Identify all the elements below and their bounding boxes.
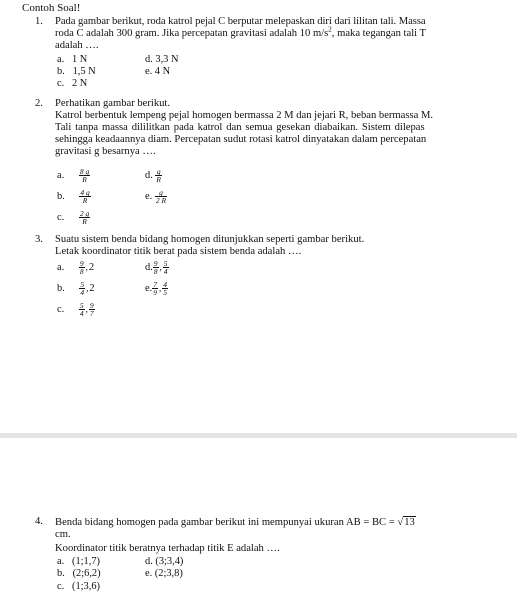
q3-c-num1: 5 [79, 301, 84, 310]
q4-option-d: d. (3;3,4) [145, 556, 184, 567]
q3-option-a-fraction [79, 260, 85, 275]
q2-b-num: 4 g [80, 188, 90, 197]
q3-option-b-letter: b. [57, 282, 65, 294]
page-title: Contoh Soal! [22, 2, 81, 14]
q3-option-a-y: 2 [88, 261, 95, 273]
q2-option-e-fraction [155, 189, 167, 204]
q2-option-d-letter: d. [145, 169, 153, 181]
q4-number: 4. [35, 516, 43, 527]
q3-e-den1: 9 [153, 288, 157, 297]
q3-option-d-letter: d. [145, 261, 153, 273]
q1-option-a: a. 1 N [57, 54, 88, 65]
q4-sqrt-symbol: √ [397, 517, 404, 528]
q4-line-2: cm. [55, 529, 71, 540]
q2-option-c-letter: c. [57, 211, 65, 223]
q3-e-num1: 7 [153, 280, 157, 289]
q4-line-1 [55, 516, 416, 529]
q3-e-num2: 4 [163, 280, 167, 289]
q1-number: 1. [35, 16, 43, 27]
q2-b-den: R [82, 196, 88, 205]
section-divider [0, 433, 517, 438]
q1-line-1: Pada gambar berikut, roda katrol pejal C berputar melepaskan diri dari lilitan tali. Massa [55, 16, 426, 27]
q3-option-c-fraction-2 [89, 302, 95, 317]
q3-option-e: e. $\frac{7}{9}$ , $\frac{4}{5}$ [145, 280, 167, 297]
q3-d-num1: 9 [153, 259, 158, 268]
q3-line-2: Letak koordinator titik berat pada sistem benda adalah …. [55, 246, 302, 257]
q2-e-num: g [155, 189, 167, 197]
q2-line-4: sehingga keadaannya diam. Percepatan sudut rotasi katrol dinyatakan dalam percepatan [55, 134, 427, 145]
q3-b-den: 4 [80, 288, 85, 297]
q1-line-2-b: , maka tegangan tali T [331, 28, 427, 39]
q2-number: 2. [35, 98, 43, 109]
q4-sqrt [397, 516, 415, 529]
q2-line-5: gravitasi g besarnya …. [55, 146, 156, 157]
q3-option-c: c. $\frac{5}{4}$ , $\frac{9}{7}$ [57, 301, 94, 318]
q2-option-b-fraction [79, 189, 90, 204]
q1-option-d: d. 3,3 N [145, 54, 179, 65]
q3-option-c-letter: c. [57, 303, 65, 315]
q2-option-c-fraction [79, 210, 90, 225]
q3-option-d: d. $\frac{9}{8}$ , $\frac{5}{4}$ [145, 259, 168, 276]
q4-sqrt-value: 13 [404, 517, 415, 528]
q3-option-c-fraction-1 [79, 302, 85, 317]
q2-line-1: Perhatikan gambar berikut. [55, 98, 171, 109]
q3-e-den2: 5 [163, 288, 167, 297]
q3-c-den2: 7 [89, 309, 94, 318]
q4-option-a: a. (1;1,7) [57, 556, 100, 567]
q3-option-e-fraction-2 [162, 281, 168, 296]
q3-option-d-fraction-1 [153, 260, 159, 275]
q4-option-c: c. (1;3,6) [57, 581, 100, 592]
q3-line-1: Suatu sistem benda bidang homogen ditunjukkan seperti gambar berikut. [55, 234, 365, 245]
q2-a-num: 8 g [79, 167, 90, 176]
q3-a-den: 8 [79, 267, 84, 276]
q2-d-num: g [156, 167, 161, 176]
q3-option-a-letter: a. [57, 261, 65, 273]
q1-option-e: e. 4 N [145, 66, 171, 77]
q2-option-c [57, 210, 90, 225]
q1-line-2-a: roda C adalah 300 gram. Jika percepatan gravitasi adalah 10 m/s [55, 28, 329, 39]
q3-b-num: 5 [80, 280, 85, 289]
q3-option-b: b. $\frac{5}{4}$ ,2 [57, 280, 95, 297]
q2-line-2: Katrol berbentuk lempeng pejal homogen bermassa 2 M dan jejari R, beban bermassa M. [55, 110, 434, 121]
q4-line-3: Koordinator titik beratnya terhadap titik E adalah …. [55, 543, 280, 554]
q2-option-b [57, 189, 91, 204]
q2-line-3: Tali tanpa massa dililitkan pada katrol dan semua gesekan diabaikan. Sistem dilepas [55, 122, 425, 133]
q3-option-a: a. $\frac{9}{8}$ ,2 [57, 259, 95, 276]
q4-line-1-text: Benda bidang homogen pada gambar berikut ini mempunyai ukuran AB = BC = [55, 517, 398, 528]
q3-option-b-fraction [79, 281, 85, 296]
q3-option-e-letter: e. [145, 282, 153, 294]
q1-line-2 [55, 25, 427, 40]
q3-a-num: 9 [79, 259, 84, 268]
q3-option-b-y: 2 [89, 282, 95, 294]
q1-line-2-sup: 2 [328, 25, 332, 34]
q4-option-e: e. (2;3,8) [145, 568, 183, 579]
q1-line-3: adalah …. [55, 40, 99, 51]
q2-option-a-fraction [79, 168, 90, 183]
q4-option-b: b. (2;6,2) [57, 568, 101, 579]
q3-number: 3. [35, 234, 43, 245]
q2-option-d [145, 168, 162, 183]
q2-option-e-letter: e. [145, 190, 153, 202]
q1-option-b: b. 1,5 N [57, 66, 96, 77]
q2-option-a [57, 168, 90, 183]
q2-option-a-letter: a. [57, 169, 65, 181]
q2-option-d-fraction [155, 168, 162, 183]
q2-c-num: 2 g [79, 209, 90, 218]
q3-option-d-fraction-2 [163, 260, 169, 275]
q2-d-den: R [156, 175, 161, 184]
q3-option-e-fraction-1 [152, 281, 158, 296]
q3-c-num2: 9 [89, 301, 94, 310]
q3-d-den2: 4 [163, 267, 168, 276]
q2-option-b-letter: b. [57, 190, 65, 202]
q3-d-num2: 5 [163, 259, 168, 268]
q2-a-den: R [82, 175, 87, 184]
q2-c-den: R [82, 217, 87, 226]
q3-d-den1: 8 [153, 267, 158, 276]
q2-option-e [145, 189, 167, 204]
q2-e-den: 2 R [155, 196, 167, 205]
q1-option-c: c. 2 N [57, 78, 88, 89]
q3-c-den1: 4 [79, 309, 84, 318]
